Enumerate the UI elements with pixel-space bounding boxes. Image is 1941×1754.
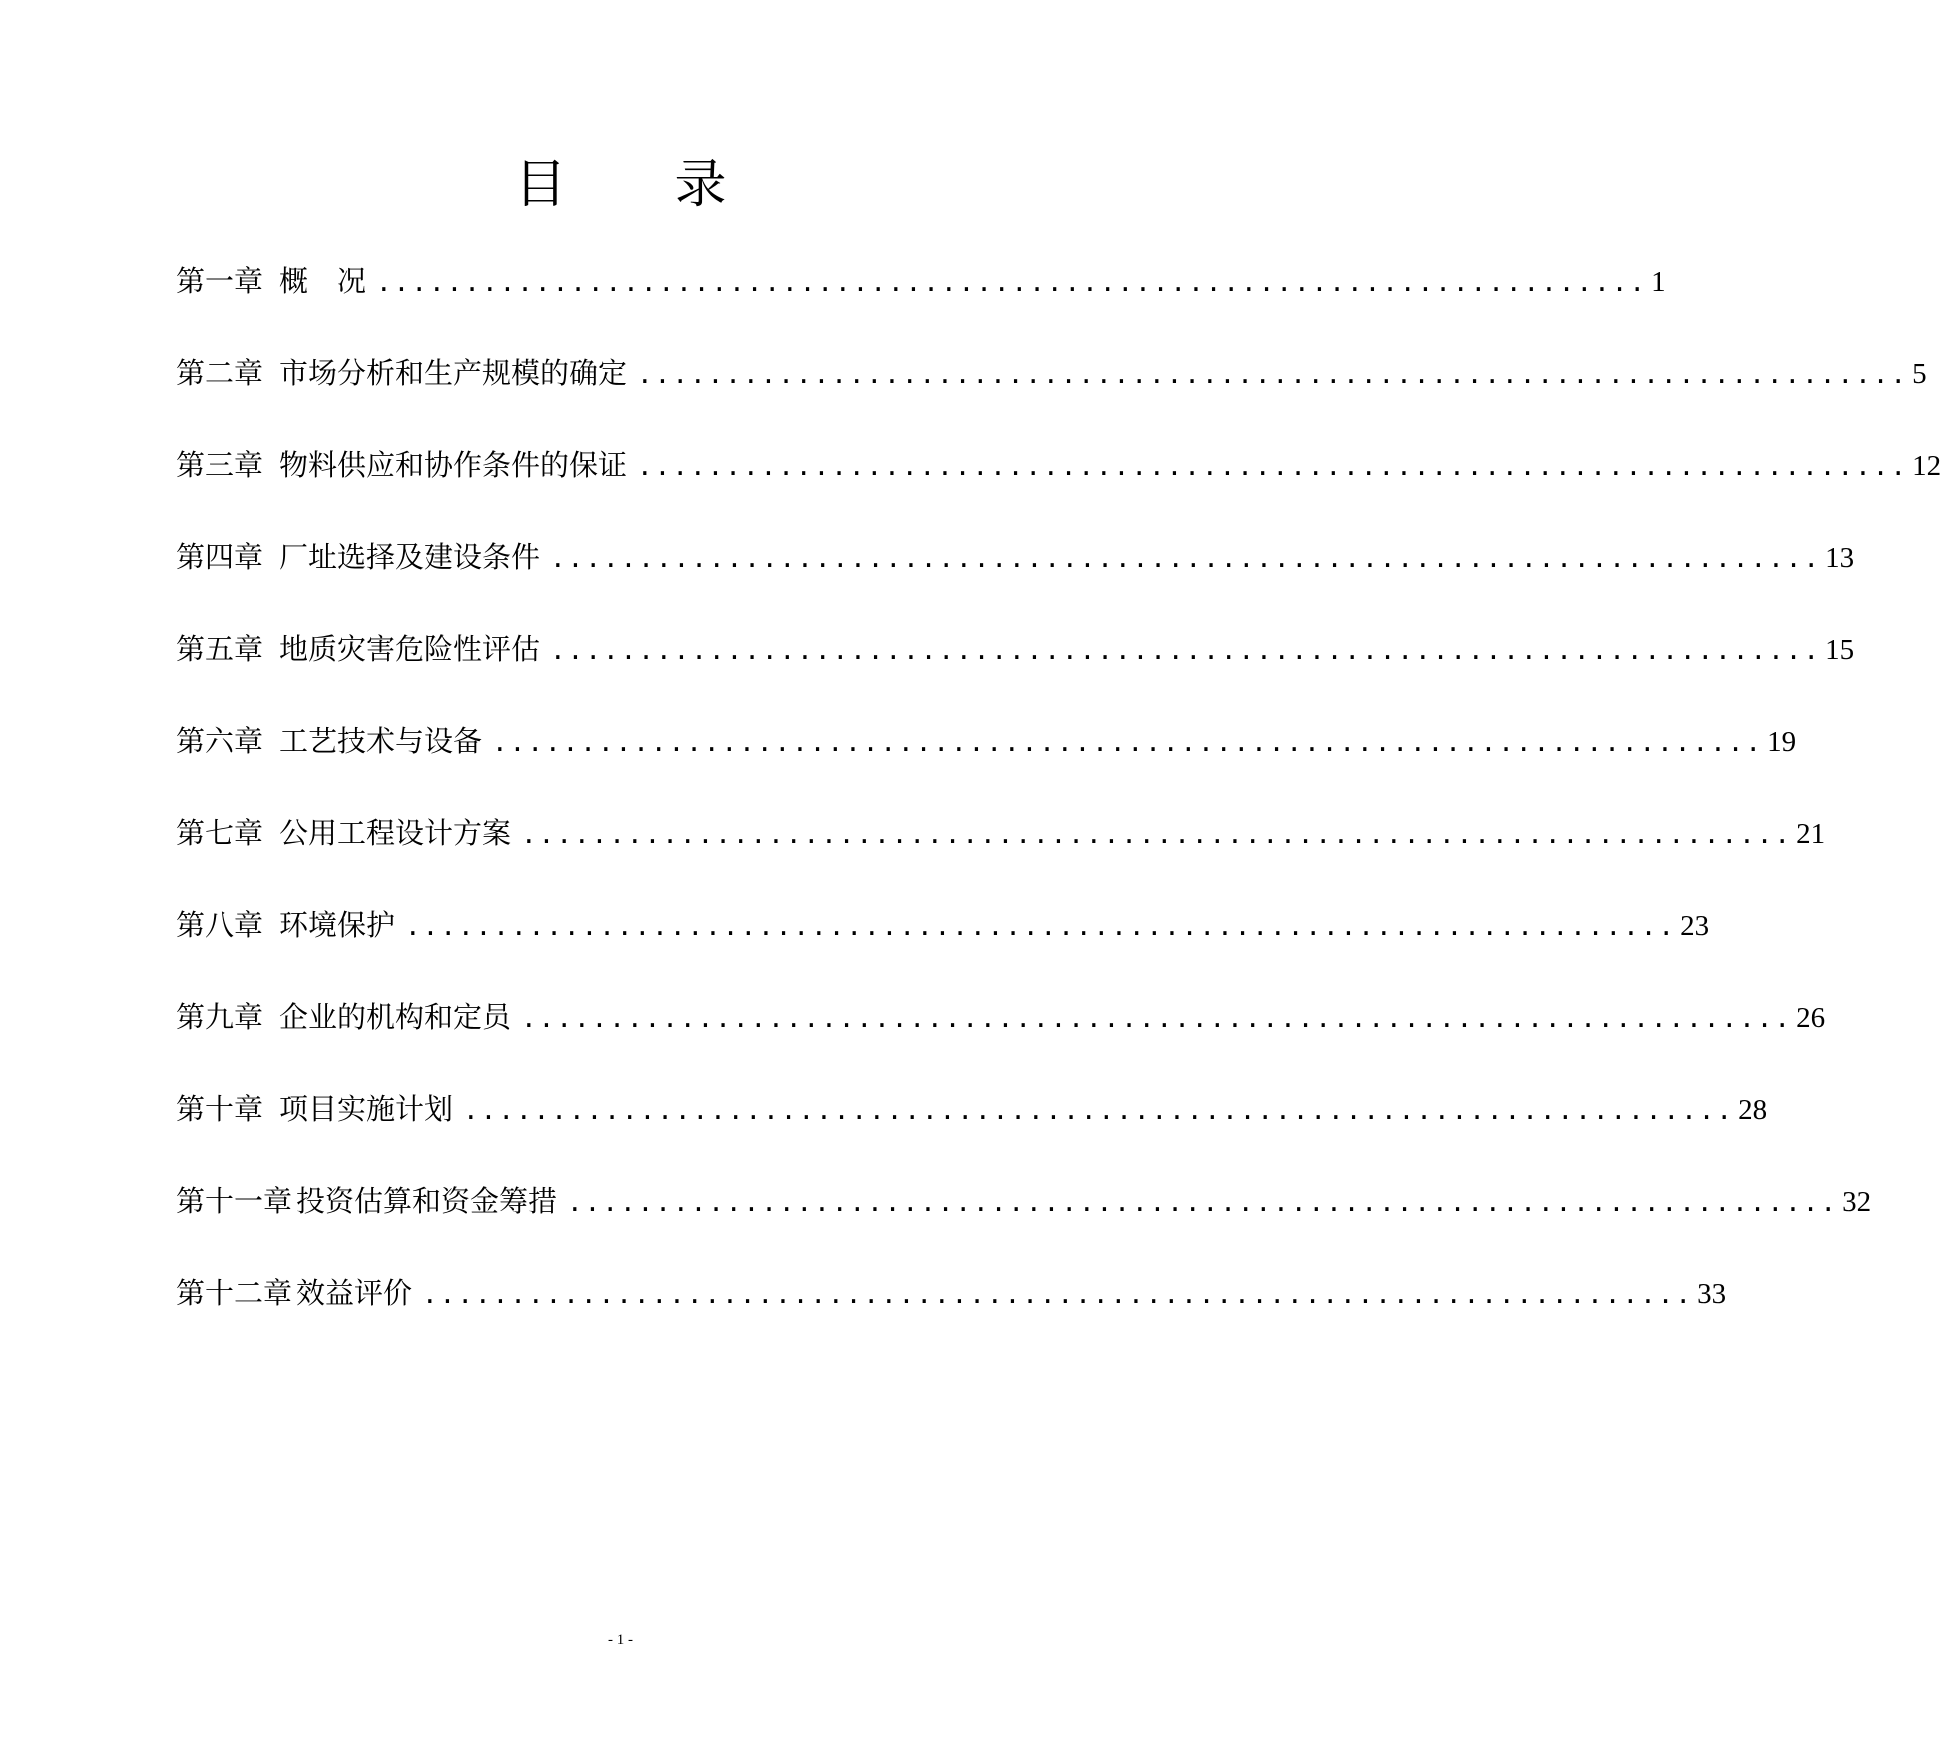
toc-page-number: 32: [1842, 1186, 1872, 1218]
toc-chapter-number: 第六章: [176, 724, 264, 758]
toc-chapter-number: 第九章: [176, 1000, 264, 1034]
toc-entry[interactable]: [176, 995, 1826, 1087]
toc-chapter-number: 第三章: [176, 448, 264, 482]
toc-entry[interactable]: [176, 1179, 1872, 1271]
toc-entry[interactable]: [176, 1271, 1727, 1363]
table-of-contents: [176, 259, 1941, 1363]
toc-dot-leader: ........................................................................: [521, 1004, 1793, 1034]
toc-page-number: 12: [1912, 450, 1941, 482]
toc-chapter-name: 概 况: [279, 264, 367, 298]
toc-entry[interactable]: [176, 259, 1666, 351]
toc-dot-leader: ........................................................................: [376, 268, 1648, 298]
toc-dot-leader: ........................................................................: [550, 636, 1822, 666]
toc-chapter-name: 市场分析和生产规模的确定: [279, 356, 628, 390]
toc-entry[interactable]: [176, 903, 1710, 995]
toc-chapter-number: 第七章: [176, 816, 264, 850]
toc-page-number: 23: [1680, 910, 1710, 942]
toc-chapter-number: 第二章: [176, 356, 264, 390]
toc-dot-leader: ........................................................................: [637, 360, 1909, 390]
toc-chapter-name: 公用工程设计方案: [279, 816, 512, 850]
toc-chapter-name: 项目实施计划: [279, 1092, 454, 1126]
toc-chapter-name: 投资估算和资金筹措: [296, 1184, 558, 1218]
toc-page-number: 5: [1912, 358, 1927, 390]
toc-chapter-number: 第十章: [176, 1092, 264, 1126]
toc-entry[interactable]: [176, 351, 1927, 443]
toc-dot-leader: ........................................................................: [521, 820, 1793, 850]
toc-chapter-number: 第八章: [176, 908, 264, 942]
toc-chapter-name: 环境保护: [279, 908, 396, 942]
toc-page-number: 1: [1651, 266, 1666, 298]
toc-chapter-name: 物料供应和协作条件的保证: [279, 448, 628, 482]
toc-chapter-number: 第十二章: [176, 1276, 293, 1310]
toc-page-number: 21: [1796, 818, 1826, 850]
title-char-right: 录: [674, 155, 727, 215]
toc-dot-leader: ........................................................................: [405, 912, 1677, 942]
toc-page-number: 19: [1767, 726, 1797, 758]
toc-chapter-number: 第十一章: [176, 1184, 293, 1218]
toc-chapter-name: 效益评价: [296, 1276, 413, 1310]
toc-chapter-name: 企业的机构和定员: [279, 1000, 512, 1034]
toc-page-number: 13: [1825, 542, 1855, 574]
page-number-footer: - 1 -: [608, 1632, 633, 1648]
toc-dot-leader: ........................................................................: [550, 544, 1822, 574]
toc-dot-leader: ........................................................................: [492, 728, 1764, 758]
toc-dot-leader: ........................................................................: [567, 1188, 1839, 1218]
toc-dot-leader: ........................................................................: [637, 452, 1909, 482]
toc-page-number: 15: [1825, 634, 1855, 666]
toc-chapter-name: 厂址选择及建设条件: [279, 540, 541, 574]
title-char-left: 目: [514, 155, 567, 215]
toc-dot-leader: ........................................................................: [422, 1280, 1694, 1310]
toc-entry[interactable]: [176, 627, 1855, 719]
toc-entry[interactable]: [176, 1087, 1768, 1179]
toc-entry[interactable]: [176, 719, 1797, 811]
toc-entry[interactable]: [176, 443, 1941, 535]
toc-chapter-number: 第五章: [176, 632, 264, 666]
toc-page-number: 33: [1697, 1278, 1727, 1310]
toc-page-number: 28: [1738, 1094, 1768, 1126]
toc-chapter-name: 工艺技术与设备: [279, 724, 483, 758]
toc-page-number: 26: [1796, 1002, 1826, 1034]
toc-chapter-name: 地质灾害危险性评估: [279, 632, 541, 666]
toc-chapter-number: 第一章: [176, 264, 264, 298]
toc-entry[interactable]: [176, 811, 1826, 903]
toc-chapter-number: 第四章: [176, 540, 264, 574]
toc-dot-leader: ........................................................................: [463, 1096, 1735, 1126]
page-title: [0, 150, 1241, 220]
toc-entry[interactable]: [176, 535, 1855, 627]
